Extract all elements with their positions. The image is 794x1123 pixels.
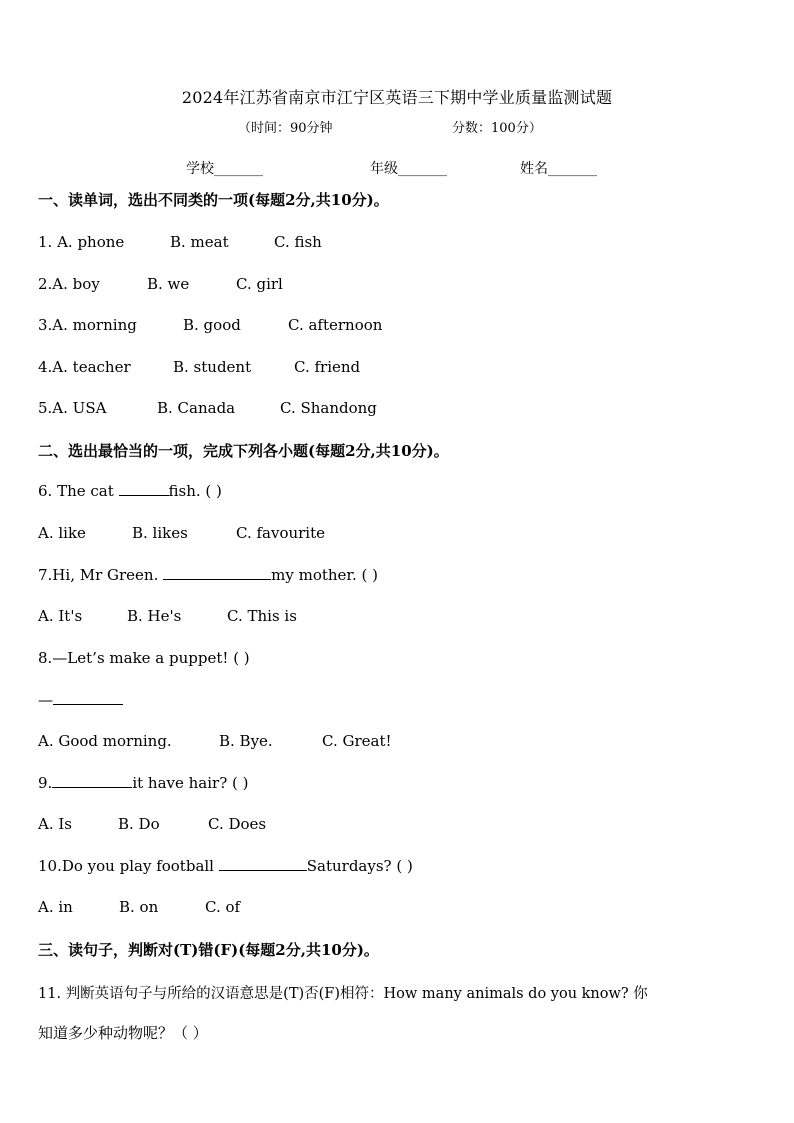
name-field[interactable]: 姓名_______ [520,161,597,177]
grade-field[interactable]: 年级_______ [370,161,447,177]
question-4 [38,358,131,376]
answer-blank[interactable] [53,703,123,705]
question-11-line-2: 知道多少种动物呢？（ ） [38,1024,208,1042]
section-2-heading: 二、选出最恰当的一项，完成下列各小题(每题2分,共10分)。 [38,442,449,460]
total-score: 分数：100分） [452,121,542,136]
q10-option-b: B. on [119,898,159,916]
question-10 [38,857,413,875]
q9-option-b: B. Do [118,815,160,833]
q1-option-a: 1. A. phone [38,233,125,251]
q10-stem-end: Saturdays? ( ) [306,857,413,875]
question-8: 8.—Let’s make a puppet! ( ) [38,649,250,667]
q1-option-c: C. fish [274,233,322,251]
question-2 [38,275,100,293]
q5-option-a: 5.A. USA [38,399,107,417]
q8-option-c: C. Great! [322,732,392,750]
q7-option-c: C. This is [227,607,297,625]
q7-option-b: B. He's [127,607,182,625]
q4-option-b: B. student [173,358,252,376]
q10-stem-start: 10.Do you play football [38,857,219,875]
q10-option-a: A. in [38,898,73,916]
q4-option-c: C. friend [294,358,361,376]
question-7 [38,566,378,584]
q2-option-a: 2.A. boy [38,275,100,293]
q6-option-a: A. like [38,524,86,542]
q7-option-a: A. It's [38,607,83,625]
q6-option-c: C. favourite [236,524,326,542]
question-5 [38,399,106,417]
q7-stem-end: my mother. ( ) [271,566,378,584]
q3-option-b: B. good [183,316,241,334]
dash: — [38,691,53,709]
q6-option-b: B. likes [132,524,188,542]
answer-blank[interactable] [163,578,271,580]
q1-option-b: B. meat [170,233,229,251]
school-field[interactable]: 学校_______ [186,161,263,177]
exam-title: 2024年江苏省南京市江宁区英语三下期中学业质量监测试题 [181,88,613,107]
section-3-heading: 三、读句子，判断对(T)错(F)(每题2分,共10分)。 [38,941,379,959]
q10-option-c: C. of [205,898,241,916]
q6-stem-end: fish. ( ) [168,482,222,500]
answer-blank[interactable] [219,869,307,871]
q9-option-a: A. Is [38,815,72,833]
question-11-line-1: 11. 判断英语句子与所给的汉语意思是(T)否(F)相符：How many animals do you know? 你 [38,986,648,1002]
q3-option-a: 3.A. morning [38,316,137,334]
q9-stem-start: 9. [38,774,53,792]
q7-stem-start: 7.Hi, Mr Green. [38,566,164,584]
section-1-heading: 一、读单词，选出不同类的一项(每题2分,共10分)。 [38,191,389,209]
answer-blank[interactable] [119,494,169,496]
q8-option-b: B. Bye. [219,732,273,750]
q2-option-c: C. girl [236,275,283,293]
question-6 [38,482,222,500]
question-9 [38,774,248,792]
q8-option-a: A. Good morning. [38,732,172,750]
q9-stem-end: it have hair? ( ) [132,774,249,792]
q3-option-c: C. afternoon [288,316,383,334]
question-1 [38,233,124,251]
q4-option-a: 4.A. teacher [38,358,131,376]
q5-option-c: C. Shandong [280,399,377,417]
q2-option-b: B. we [147,275,190,293]
time-limit: （时间：90分钟 [238,121,333,136]
answer-blank[interactable] [52,786,132,788]
q5-option-b: B. Canada [157,399,236,417]
q6-stem-start: 6. The cat [38,482,119,500]
question-8-response [38,691,123,709]
q9-option-c: C. Does [208,815,267,833]
question-3 [38,316,137,334]
